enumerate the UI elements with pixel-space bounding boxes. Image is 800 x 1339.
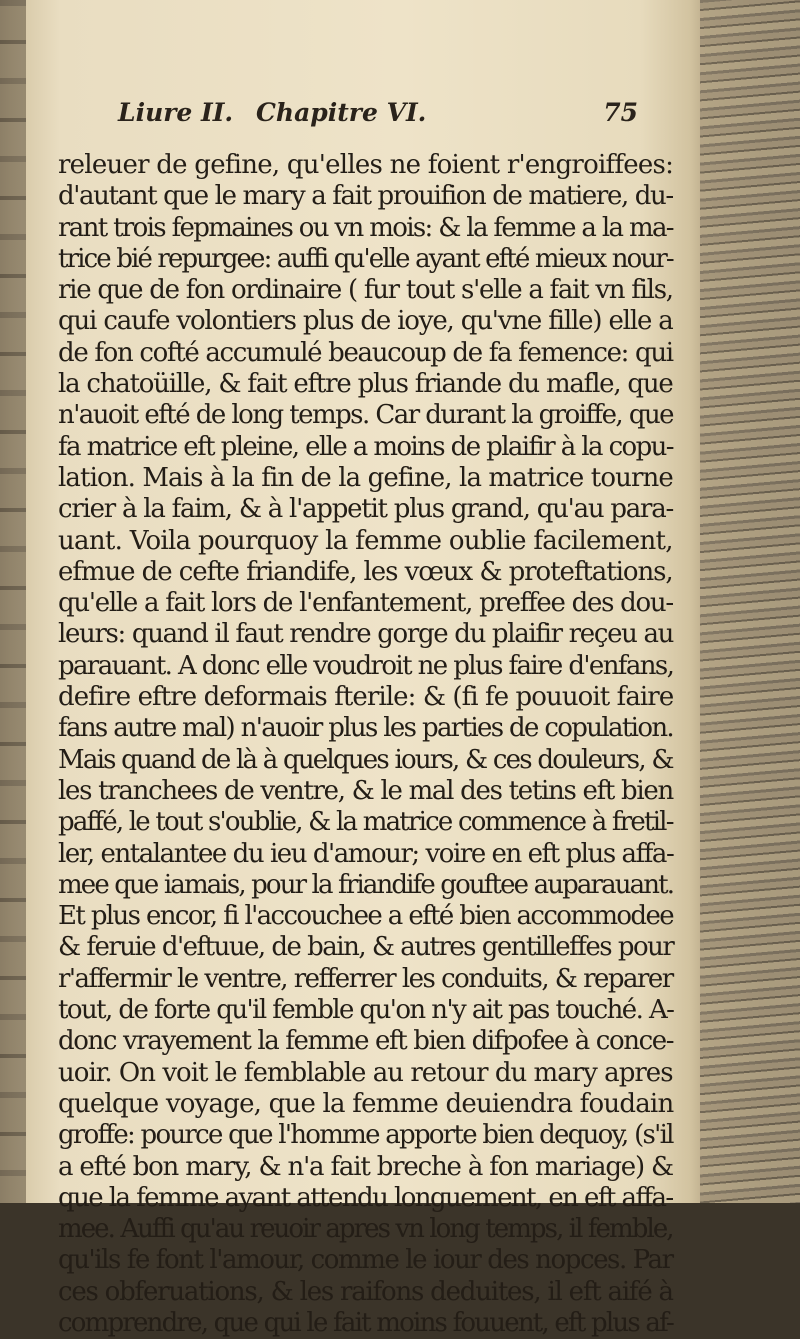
text-line: rie que de fon ordinaire ( fur tout s'elle a fait vn fils, (58, 275, 673, 306)
text-line: d'autant que le mary a fait prouifion de matiere, du- (58, 181, 673, 212)
text-line: releuer de gefine, qu'elles ne foient r'engroiffees: (58, 150, 674, 180)
text-line: a efté bon mary, & n'a fait breche à fon mariage) & (58, 1151, 674, 1182)
text-line: donc vrayement la femme eft bien difpofee à conce- (58, 1026, 674, 1057)
body-text (58, 150, 678, 1339)
text-line: rant trois fepmaines ou vn mois: & la femme a la ma- (58, 212, 673, 243)
text-line: paffé, le tout s'oublie, & la matrice commence à fretil- (58, 807, 673, 838)
text-line: que la femme ayant attendu longuement, en eft affa- (58, 1182, 673, 1213)
text-line: qui caufe volontiers plus de ioye, qu'vne fille) elle a (58, 306, 673, 337)
text-line: defire eftre deformais fterile: & (fi fe pouuoit faire (58, 682, 674, 713)
text-line: r'affermir le ventre, refferrer les conduits, & reparer (58, 963, 673, 994)
left-page-edge (0, 0, 26, 1203)
page-number: 75 (603, 98, 638, 127)
text-line: les tranchees de ventre, & le mal des tetins eft bien (58, 775, 673, 806)
text-line: trice bié repurgee: auffi qu'elle ayant efté mieux nour- (58, 243, 673, 274)
text-line: uoir. On voit le femblable au retour du mary apres (58, 1057, 673, 1088)
text-line: mee que iamais, pour la friandife gouftee auparauant. (58, 869, 674, 900)
text-line: la chatoüille, & fait eftre plus friande du mafle, que (58, 369, 673, 400)
text-line: fa matrice eft pleine, elle a moins de plaifir à la copu- (58, 431, 673, 462)
text-line: mee. Auffi qu'au reuoir apres vn long temps, il femble, (58, 1214, 673, 1245)
text-line: leurs: quand il faut rendre gorge du plaifir reçeu au (58, 619, 674, 650)
book-page (40, 70, 690, 1338)
text-line: lation. Mais à la fin de la gefine, la matrice tourne (58, 462, 673, 493)
text-line: crier à la faim, & à l'appetit plus grand, qu'au para- (58, 494, 674, 525)
text-line: fans autre mal) n'auoir plus les parties de copulation. (58, 713, 674, 744)
header-chapter: Chapitre VI. (256, 98, 427, 127)
text-line: qu'ils fe font l'amour, comme le iour des nopces. Par (58, 1245, 673, 1276)
book-gutter (700, 0, 800, 1203)
text-line: tout, de forte qu'il femble qu'on n'y ait pas touché. A- (58, 995, 674, 1026)
text-line: groffe: pource que l'homme apporte bien dequoy, (s'il (58, 1120, 673, 1151)
text-line: qu'elle a fait lors de l'enfantement, preffee des dou- (58, 588, 673, 619)
text-line: Mais quand de là à quelques iours, & ces douleurs, & (58, 744, 673, 775)
text-line: de fon cofté accumulé beaucoup de fa femence: qui (58, 337, 673, 368)
text-line: & feruie d'eftuue, de bain, & autres gentilleffes pour (58, 932, 674, 963)
text-line: ler, entalantee du ieu d'amour; voire en eft plus affa- (58, 838, 674, 869)
text-line: parauant. A donc elle voudroit ne plus faire d'enfans, (58, 650, 674, 681)
text-line: Et plus encor, fi l'accouchee a efté bien accommodee (58, 901, 673, 932)
text-line: quelque voyage, que la femme deuiendra foudain (58, 1088, 674, 1119)
text-line: efmue de cefte friandife, les vœux & proteftations, (58, 556, 673, 587)
text-line: n'auoit efté de long temps. Car durant la groiffe, que (58, 400, 673, 431)
header-book: Liure II. (118, 98, 234, 127)
text-line: uant. Voila pourquoy la femme oublie facilement, (58, 525, 673, 556)
text-line: comprendre, que qui le fait moins fouuent, eft plus af- (58, 1307, 674, 1338)
text-line: ces obferuations, & les raifons deduites, il eft aifé à (58, 1276, 673, 1307)
running-header (118, 98, 678, 138)
